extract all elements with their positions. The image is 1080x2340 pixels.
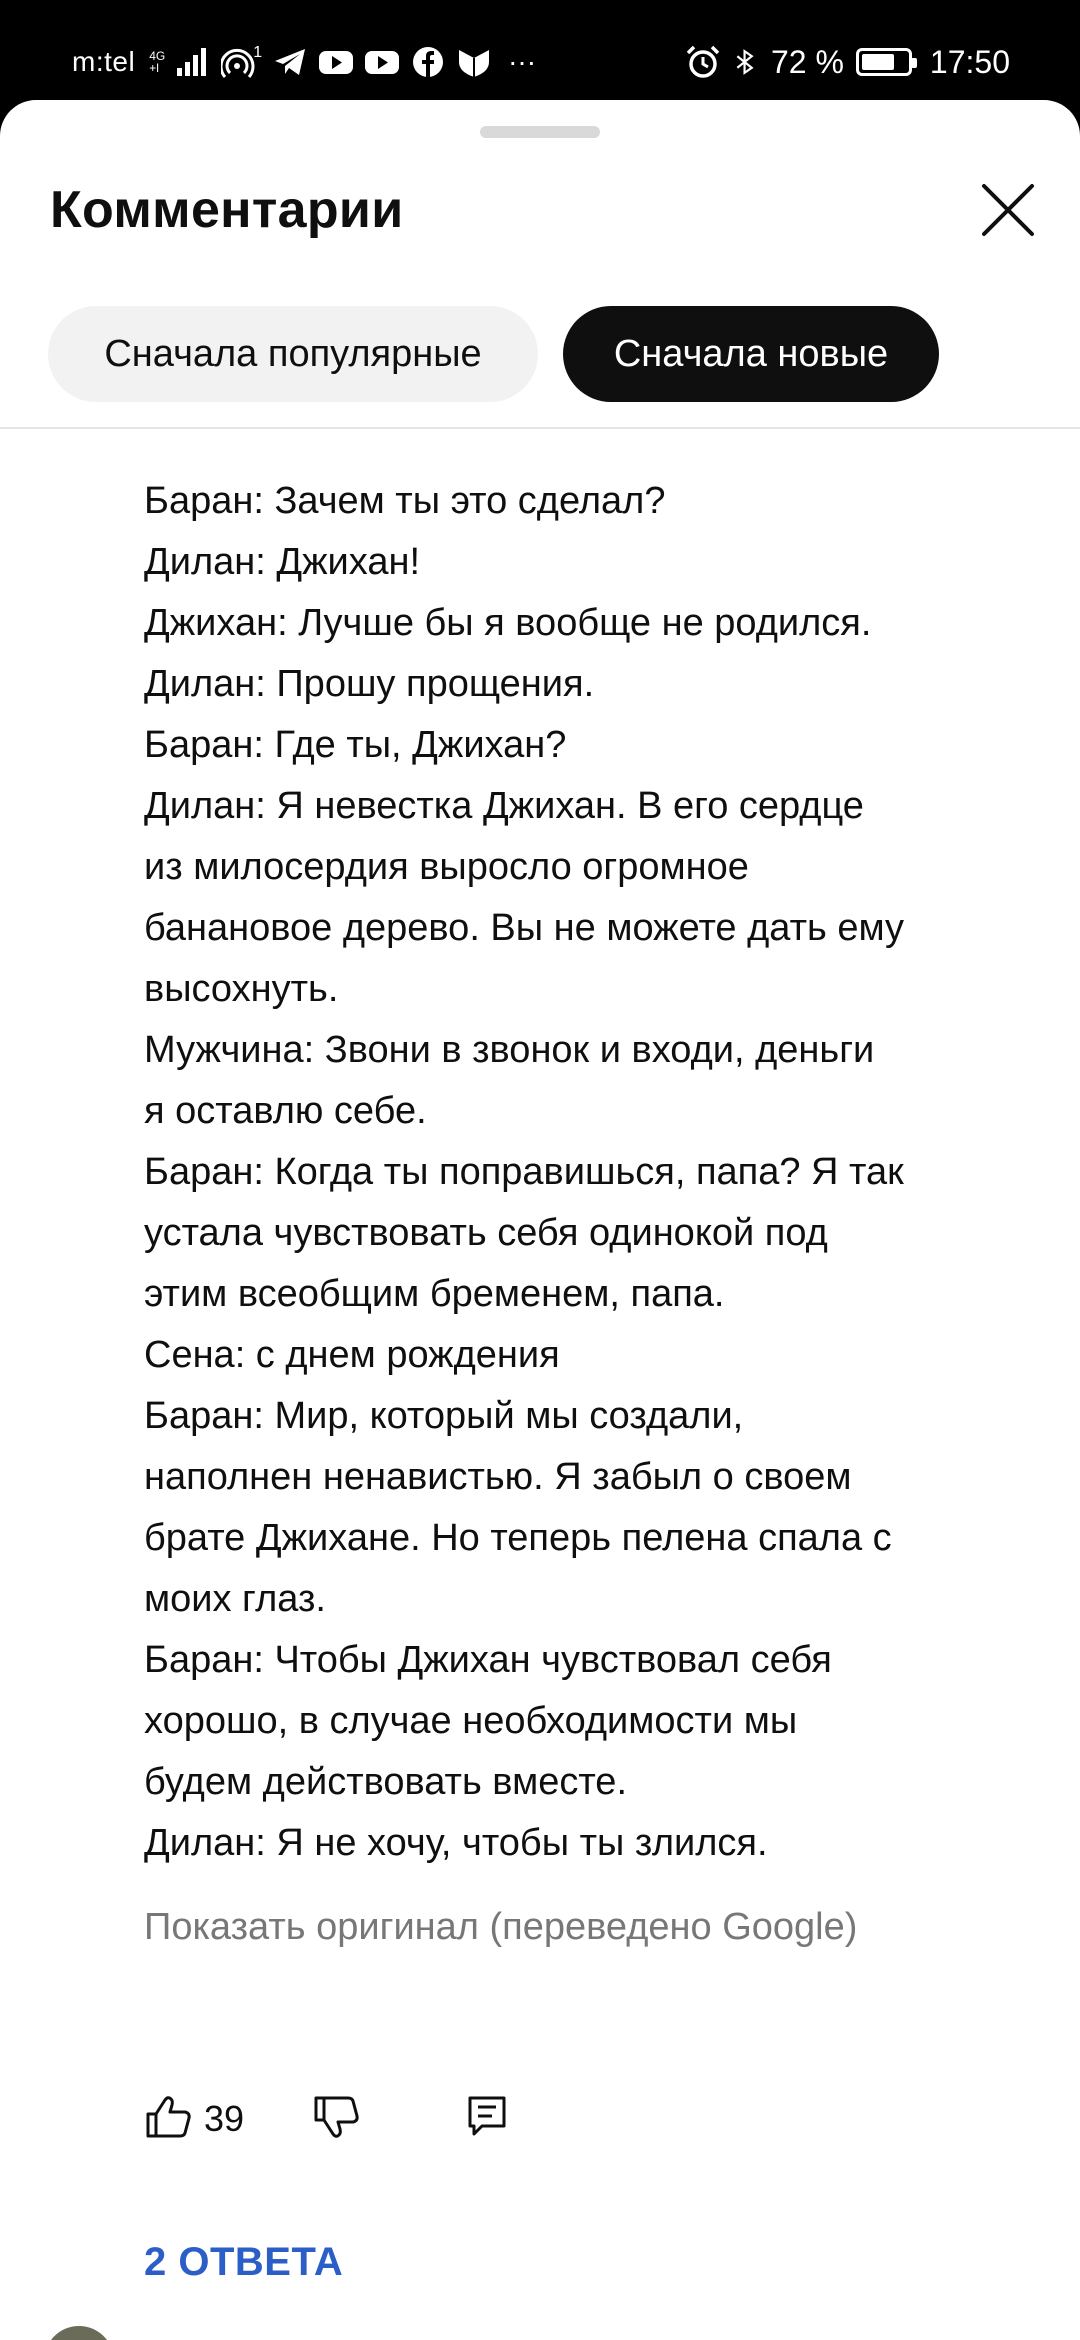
comments-sheet — [0, 100, 1080, 2340]
comment-line: Баран: Мир, который мы создали, — [144, 1395, 744, 1437]
comment-line: Баран: Где ты, Джихан? — [144, 724, 567, 766]
comment-body — [144, 471, 1004, 1874]
comment-line: из милосердия выросло огромное — [144, 846, 749, 888]
like-count: 39 — [204, 2098, 245, 2139]
comment-line: наполнен ненавистью. Я забыл о своем — [144, 1456, 852, 1498]
shield-app-icon — [456, 44, 492, 80]
comment-line: высохнуть. — [144, 968, 339, 1010]
youtube-icon — [364, 44, 400, 80]
comment-line: брате Джихане. Но теперь пелена спала с — [144, 1517, 892, 1559]
comment-line: устала чувствовать себя одинокой под — [144, 1212, 828, 1254]
reply-icon[interactable] — [462, 2092, 512, 2142]
hotspot-icon — [221, 44, 257, 80]
alarm-icon — [685, 44, 721, 80]
comment-line: Дилан: Я невестка Джихан. В его сердце — [144, 785, 864, 827]
comment-line: Баран: Зачем ты это сделал? — [144, 480, 666, 522]
view-replies-button[interactable]: 2 ОТВЕТА — [144, 2240, 344, 2284]
sheet-title: Комментарии — [50, 181, 404, 239]
battery-icon — [856, 48, 912, 76]
more-notifications: ··· — [508, 46, 537, 77]
comment-line: хорошо, в случае необходимости мы — [144, 1700, 798, 1742]
network-type-top: 4G — [149, 49, 166, 63]
carrier-label: m:tel — [72, 46, 136, 77]
comment-line: Джихан: Лучше бы я вообще не родился. — [144, 602, 872, 644]
comment-line: этим всеобщим бременем, папа. — [144, 1273, 725, 1315]
avatar[interactable] — [44, 2326, 114, 2340]
comment-line: Дилан: Прошу прощения. — [144, 663, 595, 705]
battery-percent: 72 % — [770, 43, 844, 80]
clock: 17:50 — [929, 43, 1010, 80]
comment-line: Мужчина: Звони в звонок и входи, деньги — [144, 1029, 875, 1071]
comment-line: Сена: с днем рождения — [144, 1334, 560, 1376]
hotspot-badge: 1 — [253, 44, 263, 61]
drag-handle[interactable] — [480, 126, 600, 138]
comment-line: банановое дерево. Вы не можете дать ему — [144, 907, 905, 949]
status-bar — [0, 0, 1080, 100]
network-type-bottom: +l — [149, 61, 159, 75]
comment-line: Баран: Когда ты поправишься, папа? Я так — [144, 1151, 904, 1193]
sort-newest-chip[interactable]: Сначала новые — [563, 306, 939, 402]
network-type — [149, 50, 165, 74]
facebook-icon — [410, 44, 446, 80]
status-left — [72, 40, 536, 84]
comment-line: я оставлю себе. — [144, 1090, 427, 1132]
comment-actions — [0, 2088, 1080, 2148]
divider — [0, 427, 1080, 429]
youtube-icon — [318, 44, 354, 80]
comment-line: будем действовать вместе. — [144, 1761, 627, 1803]
battery-fill — [862, 54, 894, 70]
bluetooth-icon — [733, 44, 759, 80]
signal-icon — [175, 44, 211, 80]
comment-line: Баран: Чтобы Джихан чувствовал себя — [144, 1639, 832, 1681]
comment-line: Дилан: Джихан! — [144, 541, 421, 583]
close-icon[interactable] — [976, 178, 1040, 242]
show-original-link[interactable]: Показать оригинал (переведено Google) — [144, 1906, 858, 1948]
comment-line: Дилан: Я не хочу, чтобы ты злился. — [144, 1822, 768, 1864]
telegram-icon — [272, 44, 308, 80]
dislike-icon[interactable] — [312, 2092, 362, 2142]
status-right — [685, 40, 1010, 84]
like-icon[interactable] — [144, 2092, 194, 2142]
sort-popular-chip[interactable]: Сначала популярные — [48, 306, 538, 402]
comment-line: моих глаз. — [144, 1578, 326, 1620]
